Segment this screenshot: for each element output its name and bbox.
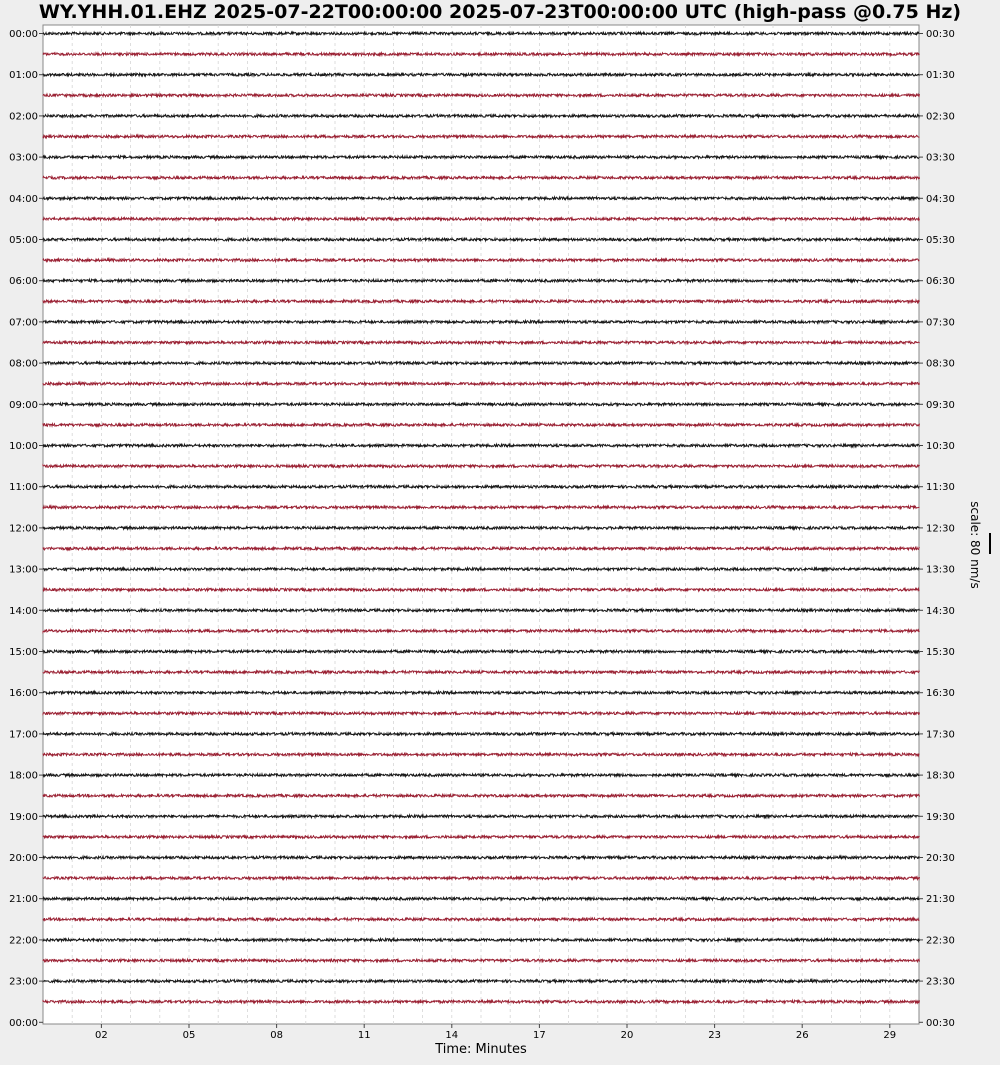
y-tick-label-right: 18:30 xyxy=(926,770,955,782)
y-tick-label-right: 10:30 xyxy=(926,441,955,452)
y-tick-label-right: 01:30 xyxy=(926,70,955,82)
y-tick-label-right: 03:30 xyxy=(926,152,955,164)
x-axis-label: Time: Minutes xyxy=(435,1042,527,1057)
y-tick-label-left: 21:00 xyxy=(9,894,38,906)
x-tick-label: 17 xyxy=(533,1030,546,1041)
y-tick-label-right: 09:30 xyxy=(926,399,955,411)
y-tick-label-left: 03:00 xyxy=(9,152,38,164)
y-tick-label-left: 15:00 xyxy=(9,647,38,658)
scale-label: scale: 80 nm/s xyxy=(968,501,982,589)
y-tick-label-right: 04:30 xyxy=(926,193,955,205)
x-tick-label: 08 xyxy=(270,1030,283,1041)
y-tick-label-right: 17:30 xyxy=(926,729,955,741)
x-tick-label: 29 xyxy=(883,1030,897,1041)
y-tick-label-left: 00:00 xyxy=(9,29,38,40)
y-tick-label-left: 17:00 xyxy=(9,729,38,741)
y-tick-label-right: 15:30 xyxy=(926,647,955,658)
y-tick-label-left: 09:00 xyxy=(9,399,38,411)
y-tick-label-left: 23:00 xyxy=(9,976,38,988)
chart-title: WY.YHH.01.EHZ 2025-07-22T00:00:00 2025-07-23T00:00:00 UTC (high-pass @0.75 Hz) xyxy=(38,1,962,23)
y-tick-label-left: 08:00 xyxy=(9,358,38,370)
y-tick-label-left: 13:00 xyxy=(9,564,38,576)
x-tick-label: 05 xyxy=(182,1030,196,1041)
y-tick-label-right: 22:30 xyxy=(926,935,955,947)
x-tick-label: 11 xyxy=(357,1030,371,1041)
y-tick-label-left: 00:00 xyxy=(9,1017,38,1029)
y-tick-label-right: 00:30 xyxy=(926,1017,955,1029)
y-tick-label-left: 10:00 xyxy=(9,441,38,452)
y-tick-label-right: 23:30 xyxy=(926,976,955,988)
y-tick-label-right: 07:30 xyxy=(926,317,955,329)
y-tick-label-right: 08:30 xyxy=(926,358,955,370)
y-tick-label-right: 20:30 xyxy=(926,853,955,864)
y-tick-label-right: 05:30 xyxy=(926,235,955,246)
y-tick-label-left: 01:00 xyxy=(9,70,38,82)
y-tick-label-left: 05:00 xyxy=(9,235,38,246)
y-tick-label-left: 19:00 xyxy=(9,811,38,823)
y-tick-label-left: 06:00 xyxy=(9,276,38,288)
x-tick-label: 23 xyxy=(708,1030,721,1041)
y-tick-label-left: 04:00 xyxy=(9,193,38,205)
x-tick-label: 26 xyxy=(795,1030,809,1041)
y-tick-label-right: 11:30 xyxy=(926,482,955,494)
y-tick-label-right: 02:30 xyxy=(926,111,955,123)
y-tick-label-left: 07:00 xyxy=(9,317,38,329)
y-tick-label-right: 14:30 xyxy=(926,605,955,617)
x-tick-label: 02 xyxy=(95,1030,108,1041)
scale-bar xyxy=(989,533,991,554)
y-tick-label-left: 18:00 xyxy=(9,770,38,782)
y-tick-label-left: 11:00 xyxy=(9,482,38,494)
y-tick-label-right: 21:30 xyxy=(926,894,955,906)
y-tick-label-right: 13:30 xyxy=(926,564,955,576)
y-tick-label-left: 16:00 xyxy=(9,688,38,700)
y-tick-label-right: 06:30 xyxy=(926,276,955,288)
y-tick-label-left: 02:00 xyxy=(9,111,38,123)
y-tick-label-left: 20:00 xyxy=(9,853,38,864)
y-tick-label-right: 00:30 xyxy=(926,29,955,40)
x-tick-label: 14 xyxy=(445,1030,459,1041)
y-tick-label-left: 14:00 xyxy=(9,605,38,617)
y-tick-label-right: 19:30 xyxy=(926,811,955,823)
y-tick-label-left: 22:00 xyxy=(9,935,38,947)
y-tick-label-left: 12:00 xyxy=(9,523,38,535)
y-tick-label-right: 16:30 xyxy=(926,688,955,700)
y-tick-label-right: 12:30 xyxy=(926,523,955,535)
x-tick-label: 20 xyxy=(620,1030,634,1041)
